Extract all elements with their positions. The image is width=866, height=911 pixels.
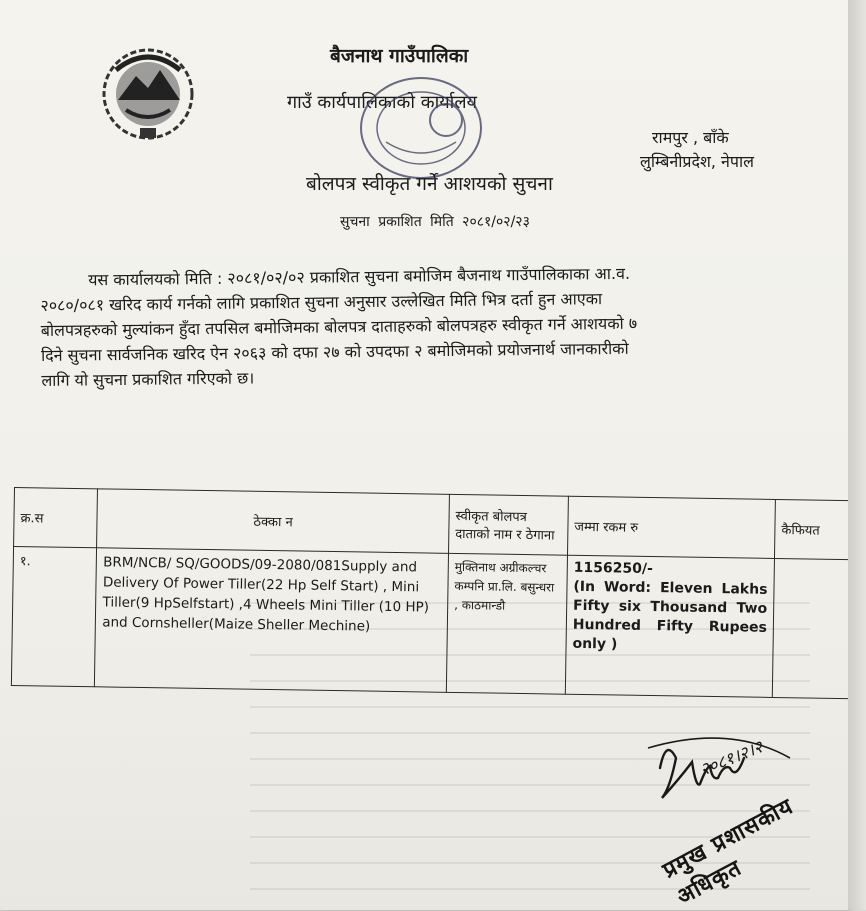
notice-subject: बोलपत्र स्वीकृत गर्ने आशयको सुचना bbox=[306, 173, 553, 195]
location-line-1: रामपुर , बाँके bbox=[652, 128, 729, 147]
cell-remarks bbox=[772, 558, 856, 698]
nepal-emblem-icon bbox=[96, 40, 200, 144]
office-name: गाउँ कार्यपालिकाको कार्यालय bbox=[287, 92, 477, 113]
header-bidder: स्वीकृत बोलपत्र दाताको नाम र ठेगाना bbox=[448, 494, 568, 555]
amount-in-words: (In Word: Eleven Lakhs Fifty six Thousand Two Hundred Fifty Rupees only ) bbox=[572, 578, 768, 653]
page-edge bbox=[848, 0, 866, 910]
header-contract: ठेक्का न bbox=[97, 489, 449, 554]
body-line: दिने सुचना सार्वजनिक खरिद ऐन २०६३ को दफा २७ को उपदफा २ बमोजिमको प्रयोजनार्थ जानकारीको bbox=[40, 338, 629, 365]
notice-body bbox=[40, 259, 783, 393]
amount-figure: 1156250/- bbox=[573, 559, 653, 578]
body-line: २०८०/०८१ खरिद कार्य गर्नको लागि प्रकाशित सुचना अनुसार उल्लेखित मिति भित्र दर्ता हुन आएका bbox=[40, 289, 603, 315]
office-seal-icon bbox=[356, 72, 486, 184]
officer-stamp: प्रमुख प्रशासकीय अधिकृत bbox=[658, 794, 798, 911]
signature-date: २०८१।२।२ bbox=[697, 737, 766, 781]
municipality-name: बैजनाथ गाउँपालिका bbox=[330, 45, 469, 67]
cell-bidder: मुक्तिनाथ अग्रीकल्चर कम्पनि प्रा.लि. बसुन्धरा , काठमान्डौ bbox=[446, 553, 567, 694]
cell-sn: १. bbox=[11, 547, 97, 687]
body-line: यस कार्यालयको मिति : २०८१/०२/०२ प्रकाशित सुचना बमोजिम बैजनाथ गाउँपालिकाका आ.व. bbox=[88, 263, 631, 290]
publication-date: सुचना प्रकाशित मिति २०८१/०२/२३ bbox=[340, 214, 530, 230]
bid-table bbox=[11, 487, 858, 699]
body-line: बोलपत्रहरुको मुल्यांकन हुँदा तपसिल बमोजिमका बोलपत्र दाताहरुको बोलपत्रहरु स्वीकृत गर्ने आशयको ७ bbox=[40, 313, 638, 340]
header-remarks: कैफियत bbox=[774, 499, 857, 559]
table-row bbox=[11, 547, 856, 699]
header-sn: क्र.स bbox=[14, 488, 98, 548]
header-amount: जम्मा रकम रु bbox=[567, 496, 775, 558]
cell-amount bbox=[565, 555, 774, 697]
cell-contract: BRM/NCB/ SQ/GOODS/09-2080/081Supply and Delivery Of Power Tiller(22 Hp Self Start) , Mini Tiller(9 HpSelfstart) ,4 Wheels Mini Tiller (10 HP) and Cornsheller(Maize Sheller Mechine) bbox=[95, 548, 449, 693]
location-line-2: लुम्बिनीप्रदेश, नेपाल bbox=[640, 152, 754, 171]
body-line: लागि यो सुचना प्रकाशित गरिएको छ। bbox=[41, 368, 255, 390]
